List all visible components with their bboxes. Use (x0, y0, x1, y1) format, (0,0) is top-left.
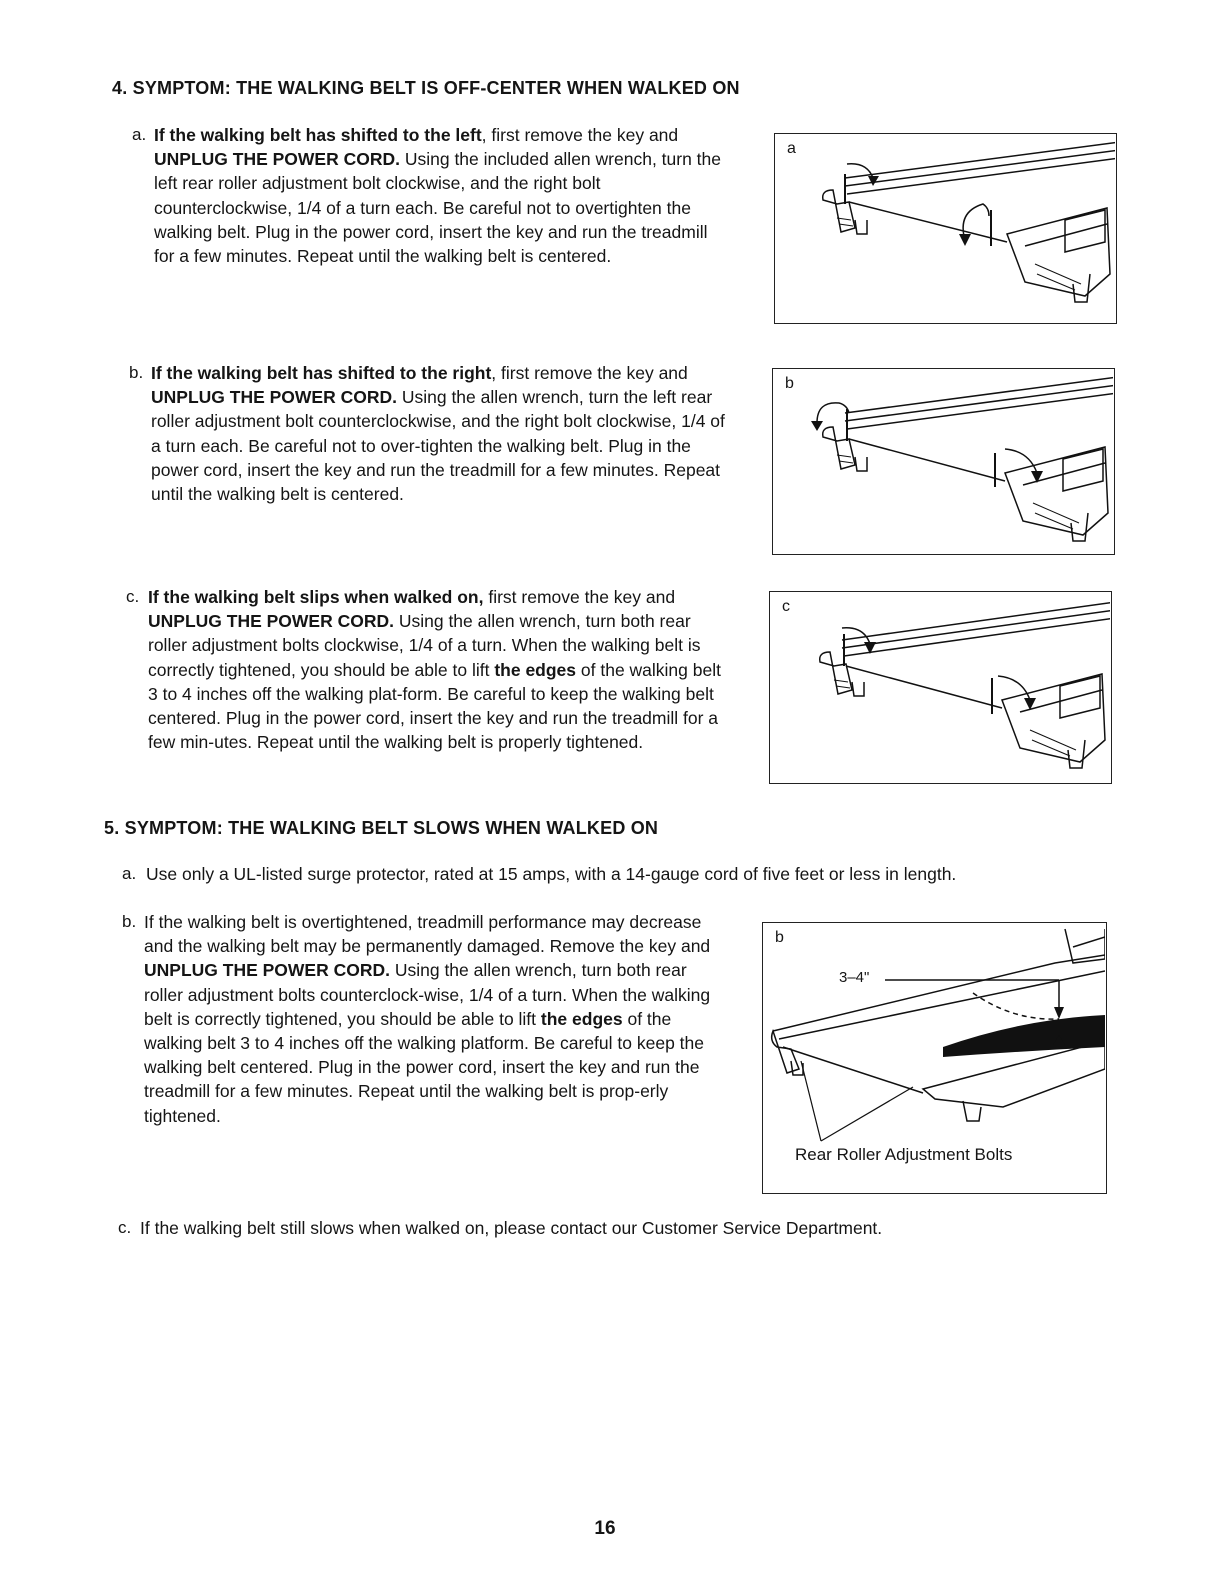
item-5a-marker: a. (122, 864, 137, 883)
item-5b-text2: Using the allen wrench, turn both rear roller adjustment bolts counterclock-wise, 1/4 of a turn. When the walking belt is correctly tightened, you should be able to lift (144, 960, 711, 1029)
item-4a-bold-lead: If the walking belt has shifted to the left (154, 125, 482, 145)
treadmill-rear-illustration (775, 134, 1115, 322)
item-5b-marker: b. (122, 912, 137, 931)
section-5-heading: 5. SYMPTOM: THE WALKING BELT SLOWS WHEN WALKED ON (104, 818, 659, 838)
item-4a-text (154, 123, 732, 268)
item-5c-text: If the walking belt still slows when walked on, please contact our Customer Service Department. (140, 1218, 883, 1238)
item-4b-text (151, 361, 727, 506)
figure-4c (769, 591, 1112, 784)
figure-4c-letter: c (782, 598, 790, 615)
belt-lift-dimension-label: 3–4" (839, 969, 870, 986)
item-4a-text2: Using the included allen wrench, turn the left rear roller adjustment bolt clockwise, and the right bolt counterclockwise, 1/4 of a turn each. Be careful not to overtighten the walking belt. Plug in the power cord, insert the key and run the treadmill for a few minutes. Repeat until the walking belt is centered. (154, 149, 722, 267)
figure-4a (774, 133, 1117, 324)
treadmill-rear-illustration (770, 592, 1110, 782)
item-4c-bold-lead: If the walking belt slips when walked on, (148, 587, 484, 607)
figure-5b-caption: Rear Roller Adjustment Bolts (795, 1145, 1013, 1164)
item-4c-bold-tail: the edges (494, 659, 577, 680)
item-5a-text: Use only a UL-listed surge protector, rated at 15 amps, with a 14-gauge cord of five feet or less in length. (146, 864, 957, 884)
item-4c-bold-mid: UNPLUG THE POWER CORD. (148, 611, 394, 632)
item-5b-text3: of the walking belt 3 to 4 inches off the walking platform. Be careful to keep the walking belt centered. Plug in the power cord, insert the key and run the treadmill for a few minutes. Repeat until the walking belt is prop-erly tightened. (144, 1008, 704, 1126)
item-5b-bold-mid: UNPLUG THE POWER CORD. (144, 960, 390, 981)
item-5b-bold-tail: the edges (540, 1008, 623, 1029)
figure-5b-letter: b (775, 929, 784, 946)
item-4c-text (148, 585, 728, 754)
page-number: 16 (594, 1518, 616, 1539)
figure-4a-letter: a (787, 140, 796, 157)
item-4a-marker: a. (132, 125, 147, 144)
item-5c-marker: c. (118, 1218, 132, 1237)
item-4c-text2: Using the allen wrench, turn both rear roller adjustment bolts clockwise, 1/4 of a turn. When the walking belt is correctly tightened, you should be able to lift (148, 611, 701, 680)
item-4c-marker: c. (126, 587, 140, 606)
item-4b-marker: b. (129, 363, 144, 382)
item-4c-text3: of the walking belt 3 to 4 inches off the walking plat-form. Be careful to keep the walking belt centered. Plug in the power cord, insert the key and run the treadmill for a few min-utes. Repeat until the walking belt is properly tightened. (148, 659, 721, 753)
item-4b-bold-lead: If the walking belt has shifted to the right (151, 363, 492, 383)
treadmill-rear-illustration (773, 369, 1113, 553)
item-4b-text2: Using the allen wrench, turn the left rear roller adjustment bolt counterclockwise, and the right bolt clockwise, 1/4 of a turn each. Be careful not to over-tighten the walking belt. Plug in the power cord, insert the key and run the treadmill for a few minutes. Repeat until the walking belt is centered. (151, 387, 725, 505)
item-4a-text1: , first remove the key and (481, 125, 679, 145)
item-4a-bold-mid: UNPLUG THE POWER CORD. (154, 149, 400, 170)
section-4-heading: 4. SYMPTOM: THE WALKING BELT IS OFF-CENTER WHEN WALKED ON (112, 78, 740, 98)
figure-5b (762, 922, 1107, 1194)
item-5b-text (144, 910, 716, 1128)
item-4b-bold-mid: UNPLUG THE POWER CORD. (151, 387, 397, 408)
item-4b-text1: , first remove the key and (491, 363, 688, 383)
figure-4b-letter: b (785, 375, 794, 392)
figure-4b (772, 368, 1115, 555)
item-4c-text1: first remove the key and (483, 587, 676, 607)
item-5b-text1: If the walking belt is overtightened, treadmill performance may decrease and the walking belt may be permanently damaged. Remove the key and (144, 912, 711, 957)
